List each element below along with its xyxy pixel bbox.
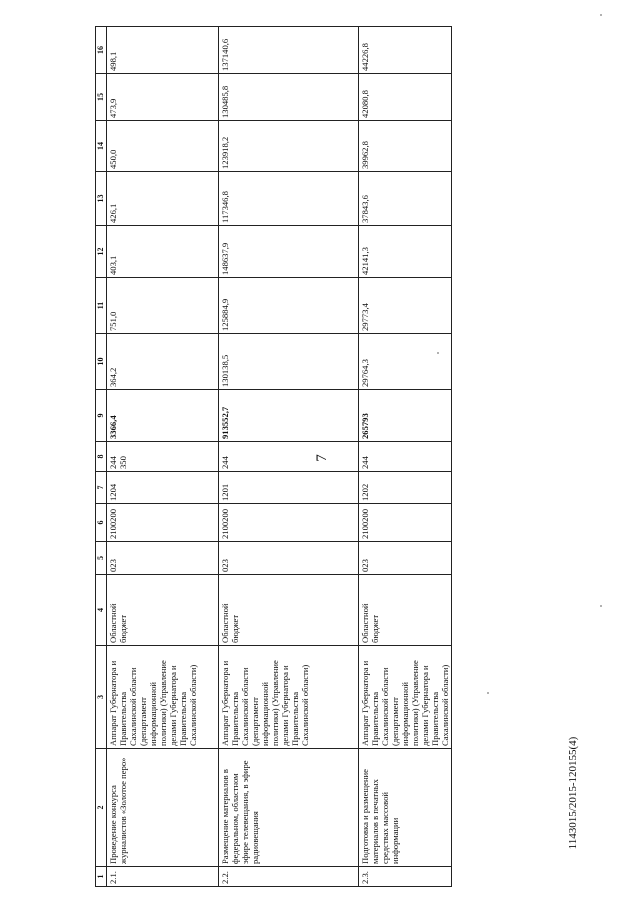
header-row xyxy=(96,27,107,887)
total-amount: 913552,7 xyxy=(219,390,359,442)
header-cell: 11 xyxy=(96,278,107,334)
expense-type-code: 244 xyxy=(359,442,452,472)
budget-table xyxy=(95,26,452,887)
target-article-code: 2100200 xyxy=(107,504,219,542)
table-row xyxy=(359,27,452,887)
header-cell: 4 xyxy=(96,575,107,646)
total-amount: 265793 xyxy=(359,390,452,442)
header-cell: 12 xyxy=(96,226,107,278)
section-code: 1201 xyxy=(219,472,359,504)
funding-source: Областной бюджет xyxy=(219,575,359,646)
header-cell: 1 xyxy=(96,867,107,887)
amount-cell: 123918,2 xyxy=(219,121,359,172)
row-number: 2.3. xyxy=(359,867,452,887)
total-amount: 3366,4 xyxy=(107,390,219,442)
executor: Аппарат Губернатора и Правительства Сахалинской области (департамент информационной политики) (Управление делами Губернатора и Правительства Сахалинской области) xyxy=(219,646,359,749)
table-row xyxy=(107,27,219,887)
document-code: 1143015/2015-120155(4) xyxy=(567,736,579,850)
header-cell: 5 xyxy=(96,542,107,575)
amount-cell: 42141,3 xyxy=(359,226,452,278)
row-number: 2.2. xyxy=(219,867,359,887)
amount-cell: 148637,9 xyxy=(219,226,359,278)
header-cell: 8 xyxy=(96,442,107,472)
table-row xyxy=(219,27,359,887)
ministry-code: 023 xyxy=(107,542,219,575)
expense-type-code: 244 xyxy=(219,442,359,472)
header-cell: 14 xyxy=(96,121,107,172)
amount-cell: 498,1 xyxy=(107,27,219,74)
header-cell: 10 xyxy=(96,334,107,390)
amount-cell: 426,1 xyxy=(107,172,219,226)
amount-cell: 137140,6 xyxy=(219,27,359,74)
header-cell: 2 xyxy=(96,749,107,867)
header-cell: 9 xyxy=(96,390,107,442)
section-code: 1204 xyxy=(107,472,219,504)
section-code: 1202 xyxy=(359,472,452,504)
ministry-code: 023 xyxy=(359,542,452,575)
header-cell: 3 xyxy=(96,646,107,749)
amount-cell: 130138,5 xyxy=(219,334,359,390)
target-article-code: 2100200 xyxy=(359,504,452,542)
scan-speck xyxy=(487,692,489,694)
amount-cell: 403,1 xyxy=(107,226,219,278)
amount-cell: 751,0 xyxy=(107,278,219,334)
funding-source: Областной бюджет xyxy=(359,575,452,646)
amount-cell: 37843,6 xyxy=(359,172,452,226)
row-number: 2.1. xyxy=(107,867,219,887)
activity-name: Подготовка и размещение материалов в печатных средствах массовой информации xyxy=(359,749,452,867)
amount-cell: 473,9 xyxy=(107,74,219,121)
ministry-code: 023 xyxy=(219,542,359,575)
amount-cell: 117346,8 xyxy=(219,172,359,226)
amount-cell: 125884,9 xyxy=(219,278,359,334)
page-number: 7 xyxy=(314,454,330,462)
amount-cell: 29773,4 xyxy=(359,278,452,334)
executor: Аппарат Губернатора и Правительства Сахалинской области (департамент информационной политики) (Управление делами Губернатора и Правительства Сахалинской области) xyxy=(359,646,452,749)
funding-source: Областной бюджет xyxy=(107,575,219,646)
amount-cell: 39962,8 xyxy=(359,121,452,172)
executor: Аппарат Губернатора и Правительства Сахалинской области (департамент информационной политики) (Управление делами Губернатора и Правительства Сахалинской области) xyxy=(107,646,219,749)
amount-cell: 42080,8 xyxy=(359,74,452,121)
amount-cell: 450,0 xyxy=(107,121,219,172)
amount-cell: 44226,8 xyxy=(359,27,452,74)
header-cell: 13 xyxy=(96,172,107,226)
header-cell: 7 xyxy=(96,472,107,504)
activity-name: Размещение материалов в федеральном, областном эфире телевещания, в эфире радиовещания xyxy=(219,749,359,867)
expense-type-code: 244 350 xyxy=(107,442,219,472)
amount-cell: 130485,8 xyxy=(219,74,359,121)
target-article-code: 2100200 xyxy=(219,504,359,542)
header-cell: 15 xyxy=(96,74,107,121)
amount-cell: 364,2 xyxy=(107,334,219,390)
header-cell: 16 xyxy=(96,27,107,74)
scan-speck xyxy=(600,14,602,16)
header-cell: 6 xyxy=(96,504,107,542)
activity-name: Проведение конкурса журналистов «Золотое перо» xyxy=(107,749,219,867)
amount-cell: 29764,3 xyxy=(359,334,452,390)
